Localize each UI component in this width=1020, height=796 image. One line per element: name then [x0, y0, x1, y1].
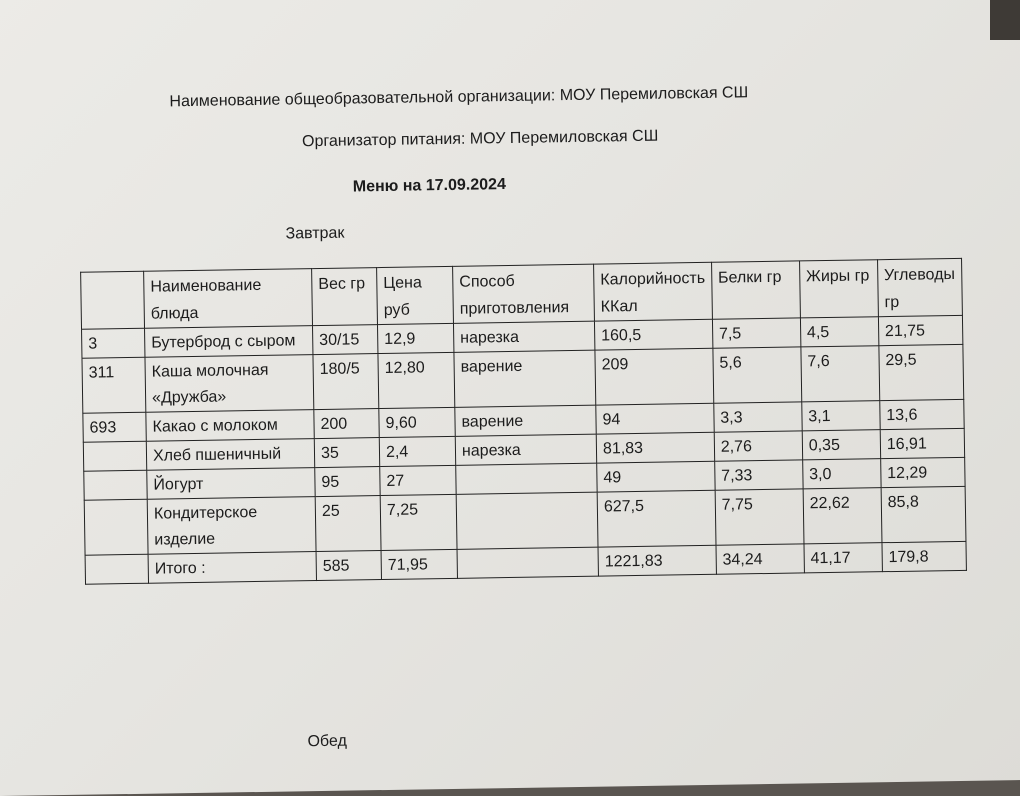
- cell-code: 311: [82, 357, 146, 413]
- cell-carbs: 12,29: [880, 457, 964, 487]
- cell-code: [83, 441, 146, 471]
- header-cell-calories: Калорийность ККал: [594, 262, 713, 321]
- cell-weight: 95: [315, 467, 380, 497]
- cell-calories: 627,5: [597, 490, 716, 547]
- cell-carbs: 85,8: [881, 486, 966, 542]
- cell-weight: 25: [315, 496, 381, 552]
- total-fat: 41,17: [804, 543, 882, 573]
- cell-dish: Какао с молоком: [146, 410, 314, 442]
- cell-carbs: 21,75: [878, 315, 962, 345]
- cell-method: нарезка: [453, 321, 594, 352]
- cell-fat: 4,5: [800, 317, 878, 347]
- cell-method: [456, 463, 597, 494]
- cell-dish: Йогурт: [147, 468, 315, 500]
- cell-price: 12,80: [378, 352, 455, 408]
- cell-protein: 7,5: [712, 318, 800, 348]
- total-method: [457, 547, 598, 578]
- cell-price: 7,25: [380, 494, 457, 550]
- cell-calories: 94: [596, 403, 714, 434]
- lunch-heading: Обед: [307, 732, 347, 751]
- cell-weight: 200: [314, 409, 379, 439]
- cell-weight: 30/15: [312, 325, 377, 355]
- breakfast-heading: Завтрак: [285, 224, 345, 243]
- total-label: Итого :: [148, 552, 316, 584]
- cell-method: нарезка: [455, 434, 596, 465]
- background-corner: [990, 0, 1020, 40]
- total-protein: 34,24: [716, 544, 804, 574]
- cell-price: 27: [380, 465, 456, 495]
- cell-dish: Кондитерское изделие: [147, 497, 316, 555]
- cell-carbs: 16,91: [880, 428, 964, 458]
- cell-dish: Бутерброд с сыром: [145, 326, 313, 358]
- cell-price: 9,60: [379, 407, 455, 437]
- organization-line: Наименование общеобразовательной организации: МОУ Перемиловская СШ: [169, 84, 749, 111]
- cell-weight: 35: [314, 438, 379, 468]
- header-cell-price: Цена руб: [377, 266, 454, 324]
- total-calories: 1221,83: [598, 545, 716, 576]
- cell-dish: Каша молочная «Дружба»: [145, 355, 314, 413]
- breakfast-menu-table: [80, 258, 966, 585]
- cell-protein: 7,33: [714, 460, 802, 490]
- cell-carbs: 13,6: [880, 399, 964, 429]
- cell-calories: 49: [597, 461, 715, 492]
- cell-price: 2,4: [379, 436, 455, 466]
- total-price: 71,95: [381, 549, 457, 579]
- header-cell-fat: Жиры гр: [799, 260, 878, 318]
- cell-protein: 2,76: [714, 431, 802, 461]
- cell-fat: 22,62: [803, 488, 882, 544]
- cell-protein: 3,3: [714, 402, 802, 432]
- cell-protein: 5,6: [713, 347, 802, 403]
- cell-fat: 0,35: [802, 430, 880, 460]
- header-cell-code: [81, 271, 145, 329]
- cell-fat: 7,6: [801, 346, 880, 402]
- cell-weight: 180/5: [313, 354, 379, 410]
- total-carbs: 179,8: [882, 541, 966, 571]
- cell-calories: 81,83: [596, 432, 714, 463]
- header-cell-carbs: Углеводы гр: [877, 258, 962, 316]
- cell-fat: 3,1: [802, 401, 880, 431]
- cell-code: 693: [83, 412, 146, 442]
- header-cell-dish: Наименование блюда: [144, 269, 313, 329]
- cell-protein: 7,75: [715, 489, 804, 545]
- header-cell-method: Способ приготовления: [453, 264, 595, 323]
- cell-code: [84, 499, 148, 555]
- cell-code: [84, 470, 147, 500]
- cell-method: варение: [455, 405, 596, 436]
- cell-dish: Хлеб пшеничный: [146, 439, 314, 471]
- menu-date-title: Меню на 17.09.2024: [352, 176, 507, 196]
- caterer-line: Организатор питания: МОУ Перемиловская СШ: [301, 127, 659, 151]
- cell-price: 12,9: [377, 323, 453, 353]
- cell-carbs: 29,5: [879, 344, 964, 400]
- cell-calories: 160,5: [594, 319, 712, 350]
- total-cell-code: [85, 554, 148, 584]
- header-cell-protein: Белки гр: [711, 261, 800, 319]
- cell-method: варение: [454, 350, 596, 407]
- header-cell-weight: Вес гр: [312, 268, 378, 326]
- cell-code: 3: [82, 328, 145, 358]
- cell-method: [456, 492, 598, 549]
- total-weight: 585: [316, 551, 381, 581]
- cell-calories: 209: [595, 348, 714, 405]
- cell-fat: 3,0: [802, 459, 880, 489]
